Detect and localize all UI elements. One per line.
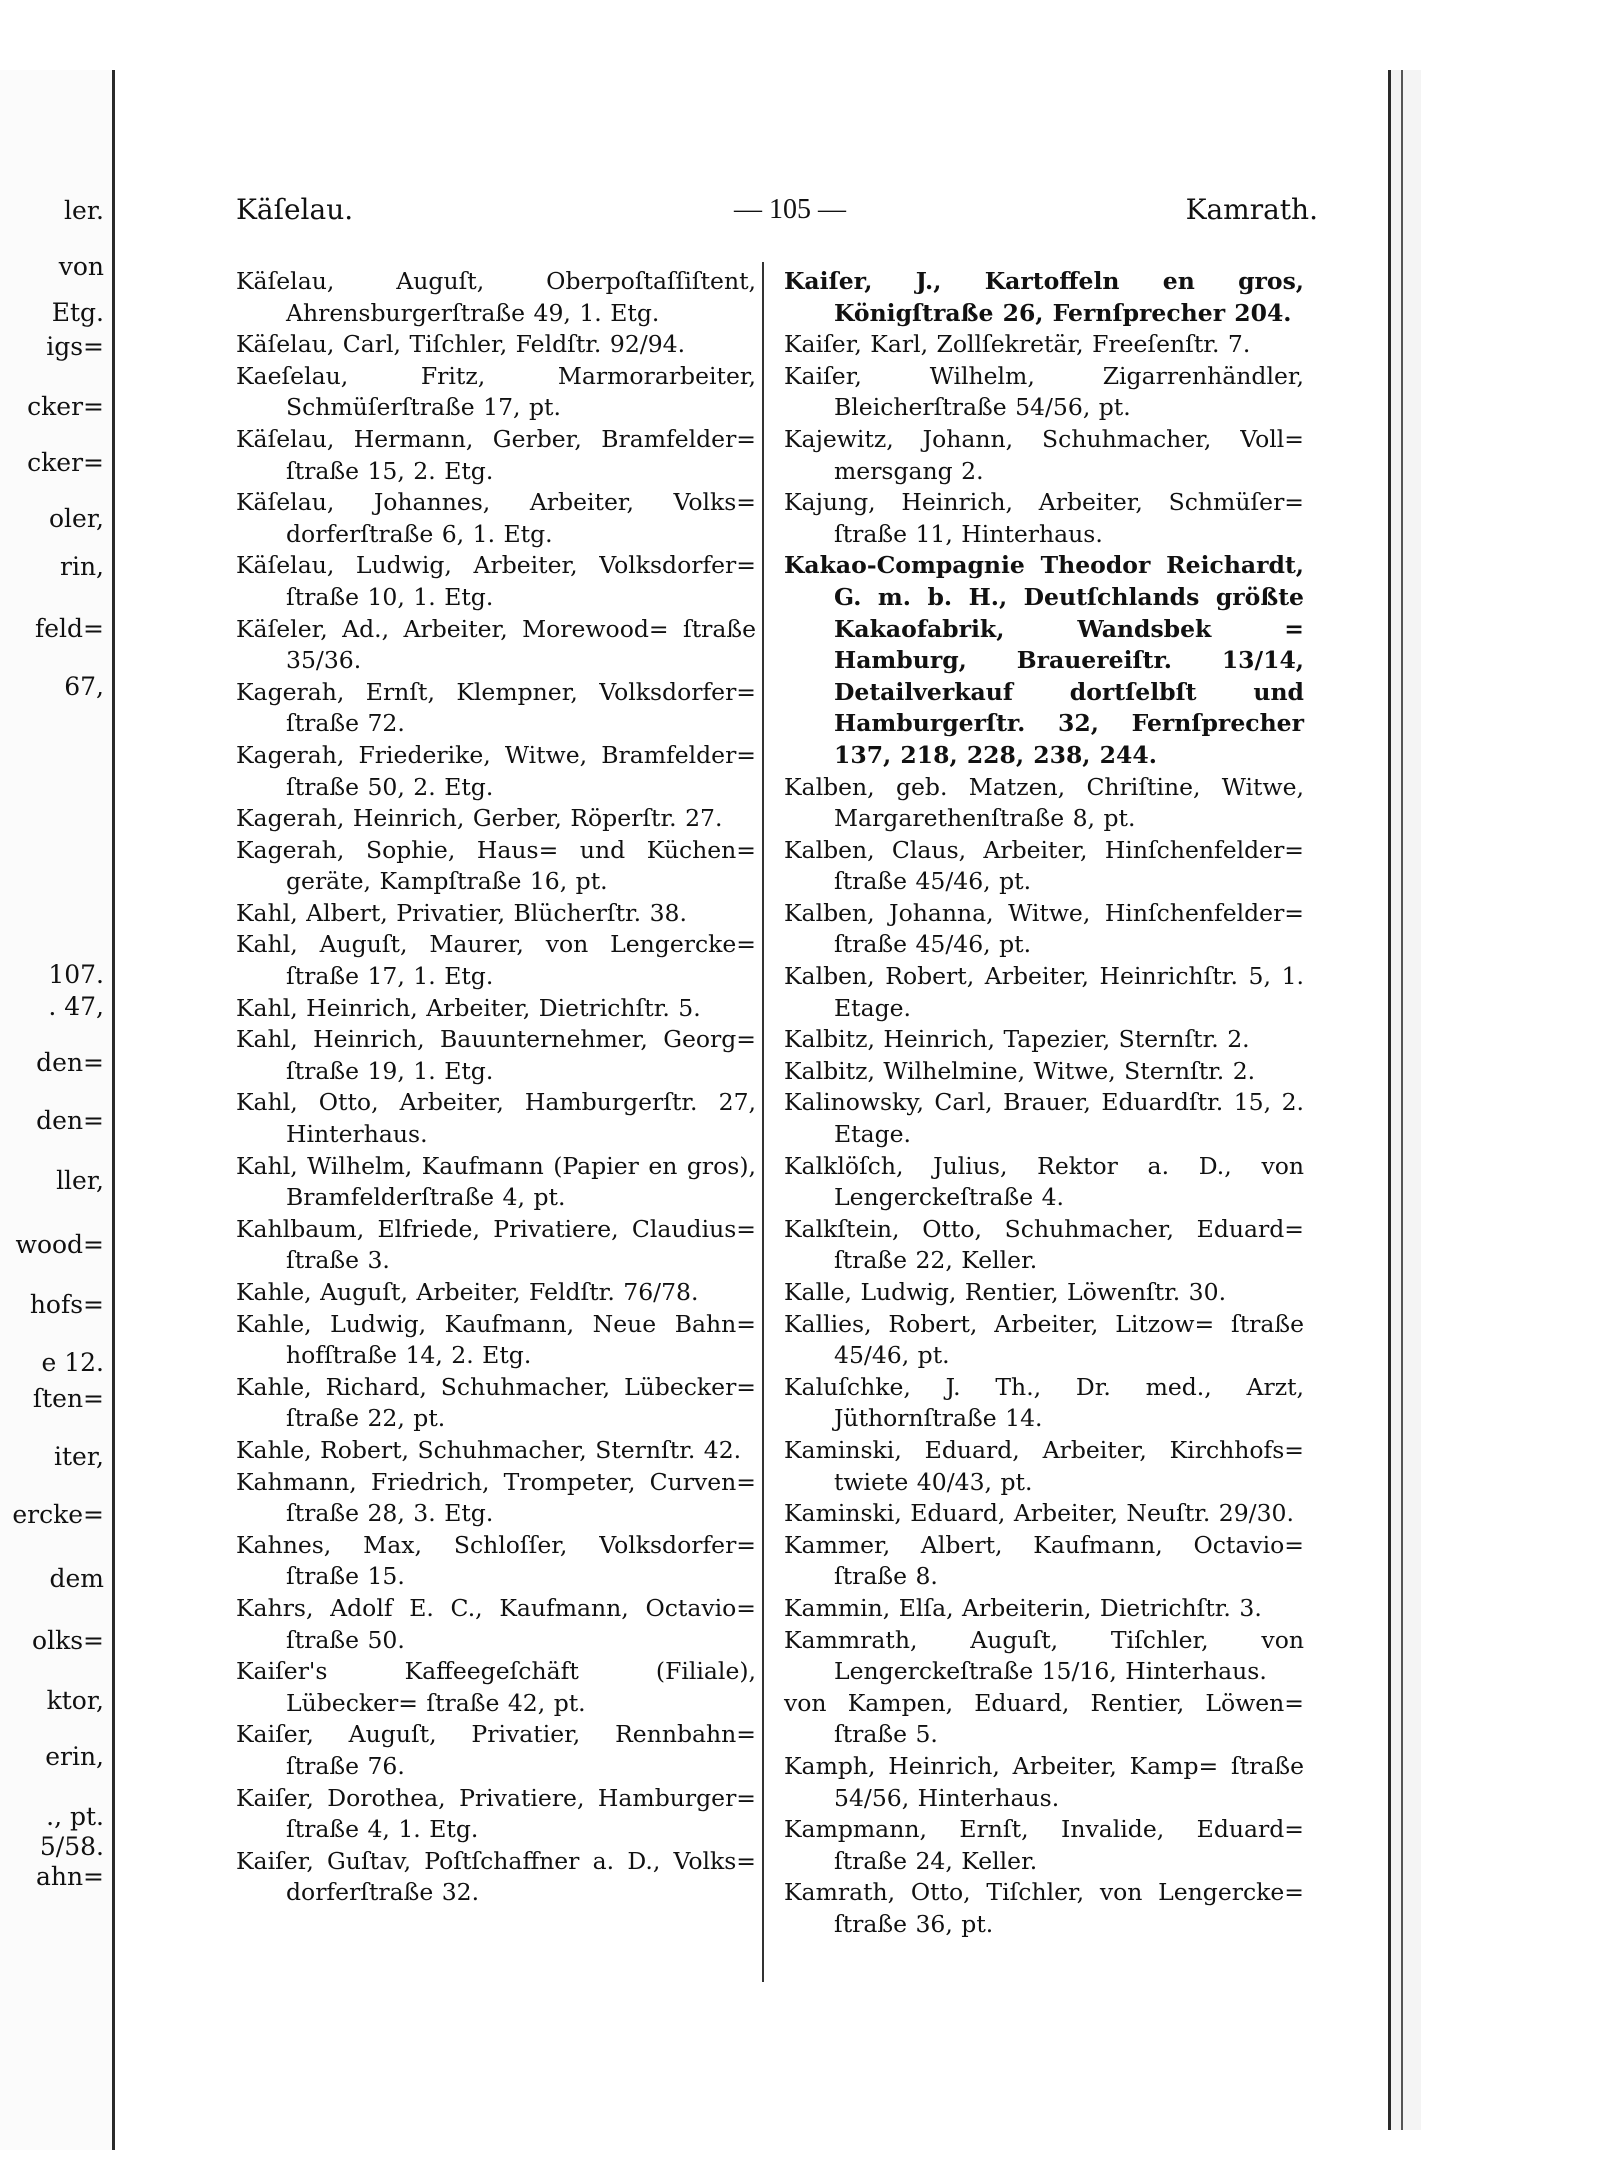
previous-page-fragment: cker= (27, 448, 104, 477)
directory-entry: Kajewitz, Johann, Schuhmacher, Voll= mersgang 2. (784, 424, 1304, 485)
previous-page-fragment: feld= (35, 614, 104, 643)
directory-entry: Kagerah, Sophie, Haus= und Küchen= geräte, Kampſtraße 16, pt. (236, 835, 756, 896)
directory-entry: Käſelau, Johannes, Arbeiter, Volks= dorferſtraße 6, 1. Etg. (236, 488, 756, 548)
directory-entry: Kamrath, Otto, Tiſchler, von Lengercke= ſtraße 36, pt. (784, 1878, 1304, 1938)
page-edge (1388, 70, 1421, 2130)
directory-entry: Kaiſer, Dorothea, Privatiere, Hamburger= ſtraße 4, 1. Etg. (236, 1783, 756, 1844)
directory-entry: Kaiſer, Guſtav, Poſtſchaffner a. D., Volks= dorferſtraße 32. (236, 1846, 756, 1907)
directory-entry: Kahmann, Friedrich, Trompeter, Curven= ſtraße 28, 3. Etg. (236, 1467, 756, 1528)
directory-entry: Kahl, Otto, Arbeiter, Hamburgerſtr. 27, Hinterhaus. (236, 1088, 756, 1149)
previous-page-fragment: oler, (49, 504, 104, 533)
directory-entry: Kaiſer, Auguſt, Privatier, Rennbahn= ſtraße 76. (236, 1720, 756, 1780)
previous-page-fragment: igs= (46, 332, 104, 361)
directory-entry: Kalbitz, Wilhelmine, Witwe, Sternſtr. 2. (784, 1056, 1256, 1085)
directory-entry: Kammer, Albert, Kaufmann, Octavio= ſtraße 8. (784, 1530, 1304, 1591)
column-divider (762, 262, 764, 1982)
previous-page-fragment: hofs= (29, 1290, 104, 1319)
directory-entry: Kaiſer, J., Kartoffeln en gros, Königſtraße 26, Fernſprecher 204. (784, 267, 1304, 327)
previous-page-fragment: den= (36, 1048, 104, 1077)
directory-entry: Kahl, Wilhelm, Kaufmann (Papier en gros), Bramfelderſtraße 4, pt. (236, 1151, 756, 1212)
directory-entry: Kammin, Elſa, Arbeiterin, Dietrichſtr. 3. (784, 1593, 1262, 1622)
previous-page-fragment: ler. (64, 196, 104, 225)
previous-page-fragment: 107. (48, 960, 104, 989)
directory-entry: Kaiſer's Kaffeegeſchäft (Filiale), Lübecker= ſtraße 42, pt. (236, 1657, 756, 1717)
directory-entry: Kahle, Robert, Schuhmacher, Sternſtr. 42. (236, 1435, 742, 1464)
directory-entry: Kamph, Heinrich, Arbeiter, Kamp= ſtraße 54/56, Hinterhaus. (784, 1751, 1304, 1812)
directory-entry: Kahl, Auguſt, Maurer, von Lengercke= ſtraße 17, 1. Etg. (236, 930, 756, 991)
previous-page-fragment: ahn= (35, 1862, 104, 1891)
directory-entry: Kaiſer, Karl, Zollſekretär, Freeſenſtr. 7. (784, 330, 1251, 359)
directory-entry: Kampmann, Ernſt, Invalide, Eduard= ſtraße 24, Keller. (784, 1815, 1304, 1875)
directory-entry: Kalinowsky, Carl, Brauer, Eduardſtr. 15, 2. Etage. (784, 1088, 1304, 1149)
directory-entry: Kaminski, Eduard, Arbeiter, Neuſtr. 29/30. (784, 1499, 1294, 1528)
previous-page-fragment: e 12. (41, 1348, 104, 1377)
directory-entry: Kahl, Albert, Privatier, Blücherſtr. 38. (236, 898, 687, 927)
directory-entry: Kalben, Claus, Arbeiter, Hinſchenfelder= ſtraße 45/46, pt. (784, 835, 1304, 896)
directory-entry: Käſelau, Ludwig, Arbeiter, Volksdorfer= ſtraße 10, 1. Etg. (236, 551, 756, 611)
directory-entry: Kagerah, Friederike, Witwe, Bramfelder= ſtraße 50, 2. Etg. (236, 740, 756, 801)
running-head-right: Kamrath. (1185, 193, 1318, 226)
previous-page-fragment: wood= (15, 1230, 104, 1259)
previous-page-fragment: iter, (54, 1442, 104, 1471)
previous-page-fragment: Etg. (51, 298, 104, 327)
previous-page-fragment: dem (49, 1564, 104, 1593)
running-head-left: Käſelau. (236, 193, 354, 226)
directory-entry: Kahl, Heinrich, Bauunternehmer, Georg= ſtraße 19, 1. Etg. (236, 1025, 756, 1085)
directory-entry: Käſeler, Ad., Arbeiter, Morewood= ſtraße 35/36. (236, 614, 756, 675)
directory-entry: Kagerah, Ernſt, Klempner, Volksdorfer= ſtraße 72. (236, 677, 756, 738)
directory-entry: Kaeſelau, Fritz, Marmorarbeiter, Schmüſerſtraße 17, pt. (236, 361, 756, 422)
directory-entry: Kalben, Johanna, Witwe, Hinſchenfelder= ſtraße 45/46, pt. (784, 898, 1304, 959)
directory-entry: Kaminski, Eduard, Arbeiter, Kirchhofs= twiete 40/43, pt. (784, 1435, 1304, 1496)
previous-page-fragment: von (58, 252, 104, 281)
directory-entry: Käſelau, Carl, Tiſchler, Feldſtr. 92/94. (236, 330, 686, 359)
previous-page-fragment: ller, (56, 1166, 104, 1195)
directory-entry: Käſelau, Hermann, Gerber, Bramfelder= ſtraße 15, 2. Etg. (236, 424, 756, 485)
previous-page-fragment: ercke= (12, 1500, 104, 1529)
directory-entry: Kalkſtein, Otto, Schuhmacher, Eduard= ſtraße 22, Keller. (784, 1214, 1304, 1275)
directory-entry: Kaiſer, Wilhelm, Zigarrenhändler, Bleicherſtraße 54/56, pt. (784, 361, 1304, 422)
previous-page-fragment: 67, (64, 672, 104, 701)
directory-entry: Kalklöſch, Julius, Rektor a. D., von Lengerckeſtraße 4. (784, 1151, 1304, 1212)
directory-entry: Kallies, Robert, Arbeiter, Litzow= ſtraße 45/46, pt. (784, 1309, 1304, 1370)
previous-page-fragment: ktor, (46, 1686, 104, 1715)
directory-entry: Kajung, Heinrich, Arbeiter, Schmüſer= ſtraße 11, Hinterhaus. (784, 488, 1304, 548)
directory-entry: Kalbitz, Heinrich, Tapezier, Sternſtr. 2. (784, 1025, 1250, 1054)
directory-entry: Kakao-Compagnie Theodor Reichardt, G. m. b. H., Deutſchlands größte Kakaofabrik, Wandsbek = Hamburg, Brauereiſtr. 13/14, Detailverkauf dortſelbſt und Hamburgerſtr. 32, Fernſprecher 137, 218, 228, 238, 244. (784, 551, 1304, 769)
previous-page-fragment: ., pt. (46, 1802, 104, 1831)
directory-entry: Kahl, Heinrich, Arbeiter, Dietrichſtr. 5. (236, 993, 701, 1022)
directory-entry: Kahlbaum, Elfriede, Privatiere, Claudius= ſtraße 3. (236, 1214, 756, 1275)
directory-entry: Kahle, Richard, Schuhmacher, Lübecker= ſtraße 22, pt. (236, 1372, 756, 1433)
left-column (236, 266, 756, 1909)
directory-entry: Kaluſchke, J. Th., Dr. med., Arzt, Jüthornſtraße 14. (784, 1372, 1304, 1433)
directory-entry: Kahle, Ludwig, Kaufmann, Neue Bahn= hofſtraße 14, 2. Etg. (236, 1309, 756, 1370)
previous-page-fragment: 5/58. (39, 1832, 104, 1861)
directory-entry: von Kampen, Eduard, Rentier, Löwen= ſtraße 5. (784, 1688, 1304, 1749)
right-column (784, 266, 1304, 1940)
previous-page-fragment: olks= (32, 1626, 104, 1655)
directory-entry: Kalle, Ludwig, Rentier, Löwenſtr. 30. (784, 1278, 1227, 1306)
directory-entry: Kammrath, Auguſt, Tiſchler, von Lengerckeſtraße 15/16, Hinterhaus. (784, 1625, 1304, 1686)
previous-page-fragment: erin, (45, 1742, 104, 1771)
directory-entry: Kahle, Auguſt, Arbeiter, Feldſtr. 76/78. (236, 1278, 699, 1306)
previous-page-fragment: rin, (60, 552, 104, 581)
previous-page-fragment: cker= (27, 392, 104, 421)
directory-entry: Kalben, Robert, Arbeiter, Heinrichſtr. 5, 1. Etage. (784, 962, 1304, 1022)
page-number: — 105 — (734, 194, 846, 225)
previous-page-fragment: . 47, (48, 992, 104, 1021)
previous-page-fragment: ſten= (32, 1384, 104, 1413)
directory-entry: Kalben, geb. Matzen, Chriſtine, Witwe, Margarethenſtraße 8, pt. (784, 772, 1304, 833)
directory-entry: Kagerah, Heinrich, Gerber, Röperſtr. 27. (236, 804, 723, 833)
previous-page-fragment: den= (36, 1106, 104, 1135)
directory-entry: Käſelau, Auguſt, Oberpoſtaſſiſtent, Ahrensburgerſtraße 49, 1. Etg. (236, 267, 756, 327)
directory-entry: Kahnes, Max, Schloſſer, Volksdorfer= ſtraße 15. (236, 1530, 756, 1591)
directory-entry: Kahrs, Adolf E. C., Kaufmann, Octavio= ſtraße 50. (236, 1593, 756, 1654)
